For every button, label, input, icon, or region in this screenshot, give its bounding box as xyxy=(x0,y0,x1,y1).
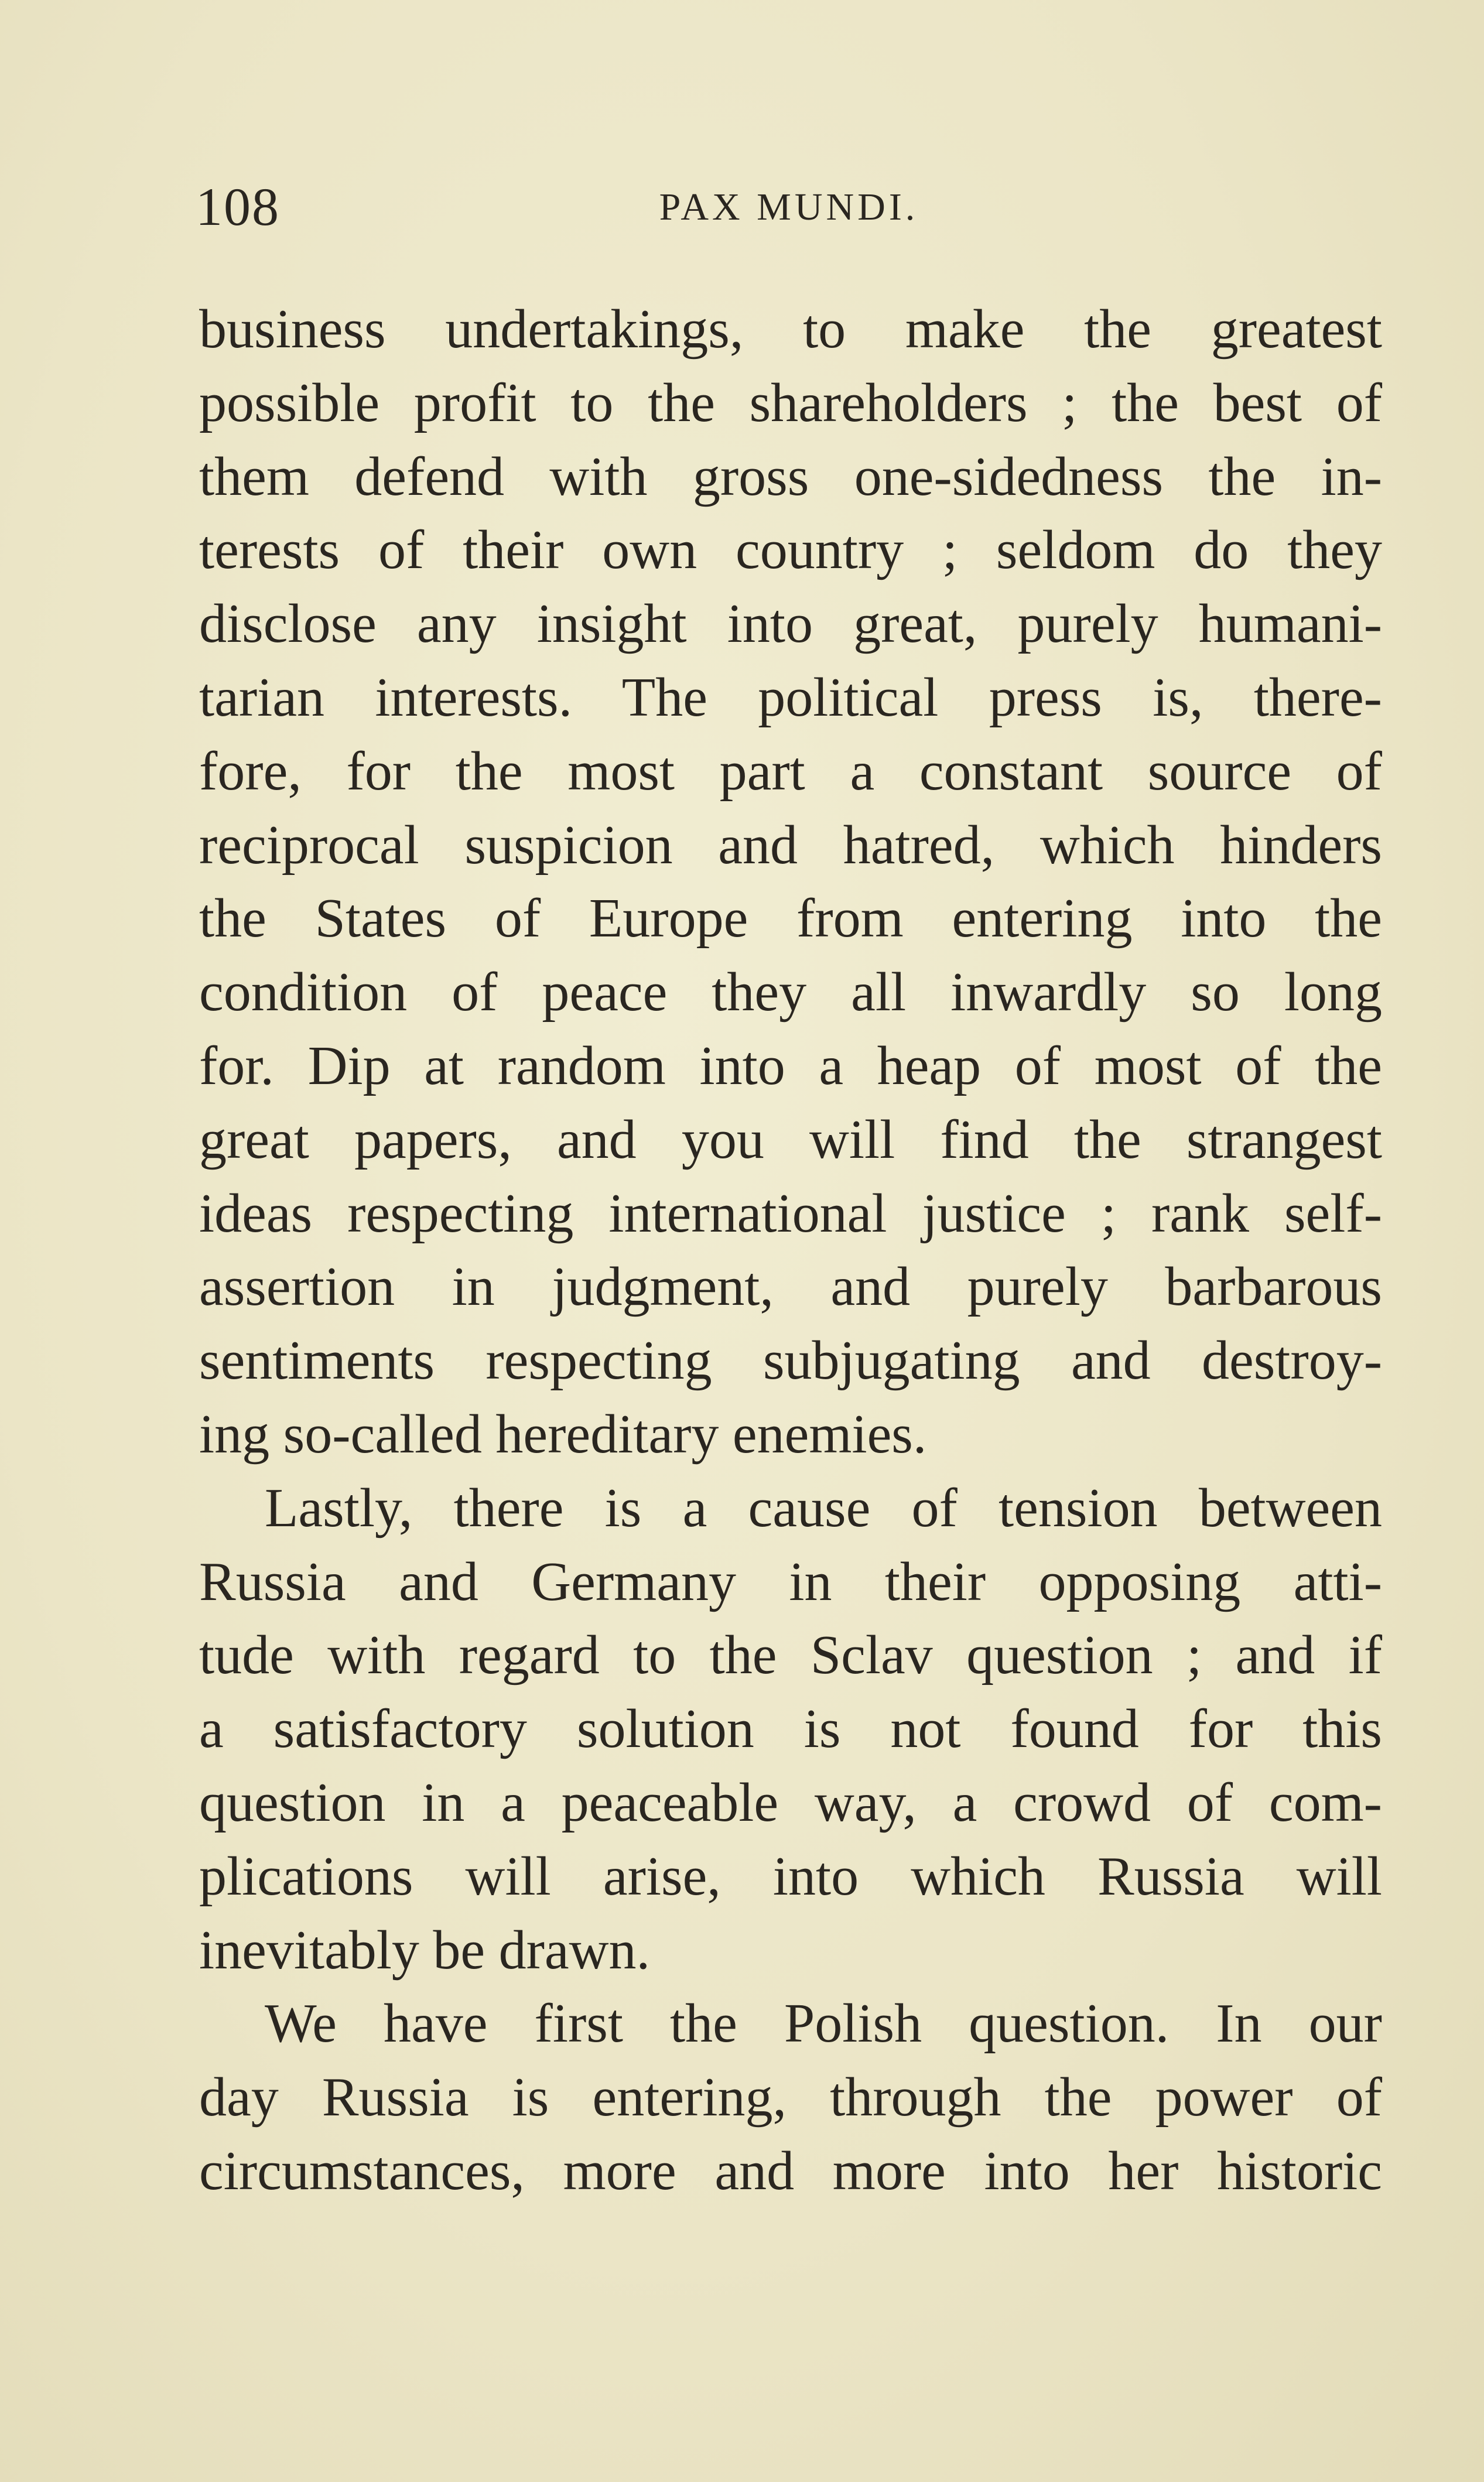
text-line: Lastly, there is a cause of tension between xyxy=(265,1477,1382,1539)
text-line: fore, for the most part a constant source of xyxy=(199,740,1382,802)
text-line: assertion in judgment, and purely barbarous xyxy=(199,1256,1382,1318)
text-line: business undertakings, to make the greatest xyxy=(199,299,1382,360)
body-text xyxy=(199,293,1382,2208)
text-line: a satisfactory solution is not found for this xyxy=(199,1698,1382,1760)
text-line: condition of peace they all inwardly so long xyxy=(199,962,1382,1023)
text-line: disclose any insight into great, purely humani- xyxy=(199,593,1382,655)
running-title: PAX MUNDI. xyxy=(659,186,919,228)
text-line: terests of their own country ; seldom do they xyxy=(199,519,1382,581)
text-line: the States of Europe from entering into the xyxy=(199,888,1382,949)
text-line: day Russia is entering, through the power of xyxy=(199,2067,1382,2128)
text-line: plications will arise, into which Russia will xyxy=(199,1845,1382,1907)
text-line: We have first the Polish question. In our xyxy=(265,1993,1382,2054)
text-line: possible profit to the shareholders ; the best of xyxy=(199,372,1382,433)
text-line: ideas respecting international justice ; rank self- xyxy=(199,1182,1382,1244)
text-line: for. Dip at random into a heap of most of the xyxy=(199,1035,1382,1096)
text-line: sentiments respecting subjugating and destroy- xyxy=(199,1330,1382,1392)
text-line: question in a peaceable way, a crowd of com- xyxy=(199,1772,1382,1833)
page-number: 108 xyxy=(196,177,280,237)
text-line: tarian interests. The political press is, there- xyxy=(199,666,1382,728)
text-line: Russia and Germany in their opposing atti- xyxy=(199,1551,1382,1612)
text-line: inevitably be drawn. xyxy=(199,1919,651,1981)
text-line: reciprocal suspicion and hatred, which hinders xyxy=(199,814,1382,876)
running-head xyxy=(196,176,1382,240)
text-line: ing so-called hereditary enemies. xyxy=(199,1403,927,1465)
text-line: them defend with gross one-sidedness the in- xyxy=(199,446,1382,507)
text-line: tude with regard to the Sclav question ; and if xyxy=(199,1625,1382,1686)
text-line: great papers, and you will find the strangest xyxy=(199,1109,1382,1170)
text-line: circumstances, more and more into her historic xyxy=(199,2140,1382,2201)
